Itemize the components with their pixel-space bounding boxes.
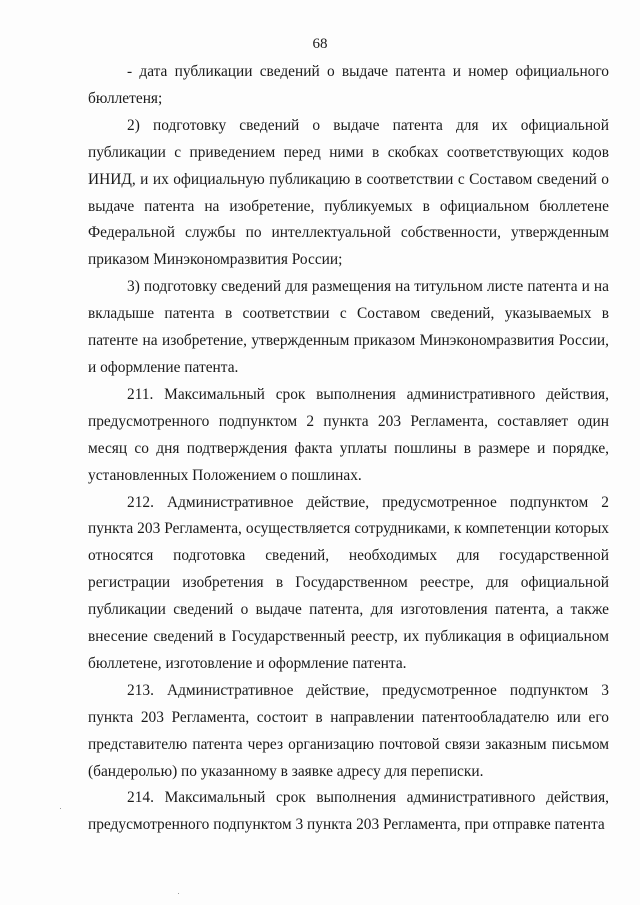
- paragraph-item-3: 3) подготовку сведений для размещения на титульном листе патента и на вкладыше патента в соответствии с Составом сведений, указываемых в патенте на изобретение, утвержденным приказом Минэкономразвития России, и оформление патента.: [88, 278, 609, 376]
- scan-speck: [60, 808, 61, 809]
- paragraph-213: 213. Административное действие, предусмотренное подпунктом 3 пункта 203 Регламента, состоит в направлении патентообладателю или его представителю патента через организацию почтовой связи заказным письмом (бандеролью) по указанному в заявке адресу для переписки.: [88, 681, 609, 780]
- paragraph-212: 212. Административное действие, предусмотренное подпунктом 2 пункта 203 Регламента, осуществляется сотрудниками, к компетенции которых относятся подготовка сведений, необходимых для государственной регистрации изобретения в Государственном реестре, для официальной публикации сведений о выдаче патента, для изготовления патента, а также внесение сведений в Государственный реестр, их публикация в официальном бюллетене, изготовление и оформление патента.: [88, 493, 609, 672]
- paragraph-publication-date-item: - дата публикации сведений о выдаче патента и номер официального бюллетеня;: [88, 63, 609, 107]
- document-body: [88, 59, 609, 839]
- page-number: 68: [312, 36, 328, 52]
- paragraph-item-2: 2) подготовку сведений о выдаче патента для их официальной публикации с приведением перед ними в скобках соответствующих кодов ИНИД, и их официальную публикацию в соответствии с Составом сведений о выдаче патента на изобретение, публикуемых в официальном бюллетене Федеральной службы по интеллектуальной собственности, утвержденным приказом Минэкономразвития России;: [88, 116, 609, 269]
- scan-speck: [178, 893, 179, 894]
- paragraph-214: 214. Максимальный срок выполнения административного действия, предусмотренного подпунктом 3 пункта 203 Регламента, при отправке патента: [88, 789, 609, 834]
- paragraph-211: 211. Максимальный срок выполнения административного действия, предусмотренного подпунктом 2 пункта 203 Регламента, составляет один месяц со дня подтверждения факта уплаты пошлины в размере и порядке, установленных Положением о пошлинах.: [88, 385, 609, 484]
